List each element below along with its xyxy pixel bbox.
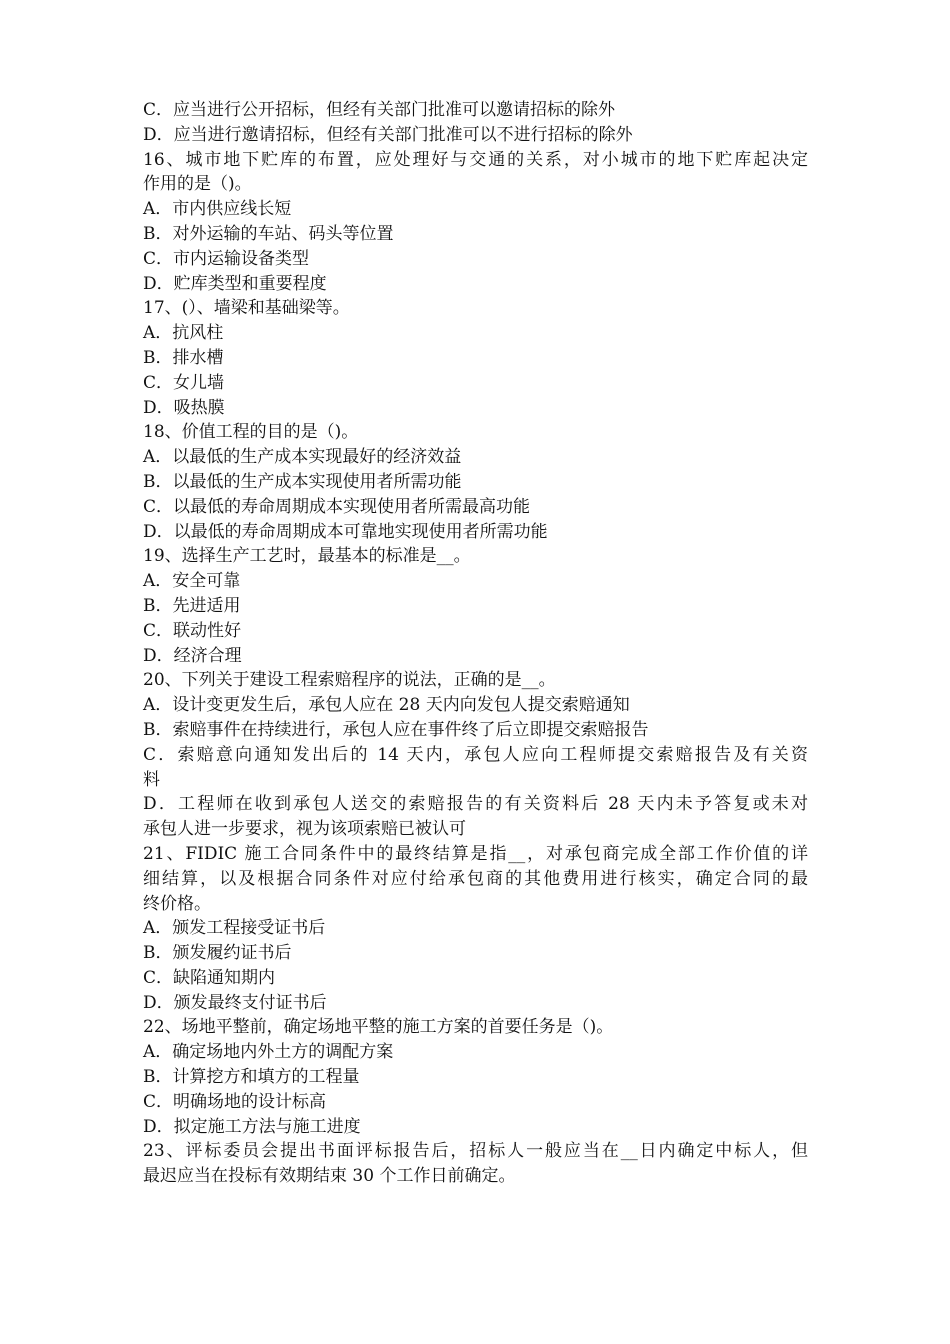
option-line: C．明确场地的设计标高 xyxy=(143,1091,327,1112)
question-21-line: 终价格。 xyxy=(143,893,211,914)
question-20-line: 20、下列关于建设工程索赔程序的说法，正确的是__。 xyxy=(143,670,556,691)
question-23-line: 最迟应当在投标有效期结束 30 个工作日前确定。 xyxy=(143,1166,516,1187)
option-line: D．拟定施工方法与施工进度 xyxy=(143,1116,361,1137)
option-line: D．贮库类型和重要程度 xyxy=(143,273,327,294)
question-16-line: 作用的是（)。 xyxy=(143,174,252,195)
option-line: C．市内运输设备类型 xyxy=(143,248,310,269)
option-line: B．以最低的生产成本实现使用者所需功能 xyxy=(143,471,462,492)
option-line: A．安全可靠 xyxy=(143,571,241,592)
question-21-line: 细结算，以及根据合同条件对应付给承包商的其他费用进行核实，确定合同的最 xyxy=(143,868,808,889)
option-line: A．市内供应线长短 xyxy=(143,199,292,220)
question-21-line: 21、FIDIC 施工合同条件中的最终结算是指__，对承包商完成全部工作价值的详 xyxy=(143,843,808,864)
option-line: B．计算挖方和填方的工程量 xyxy=(143,1067,360,1088)
option-line: C．女儿墙 xyxy=(143,372,225,393)
option-line: D．工程师在收到承包人送交的索赔报告的有关资料后 28 天内未予答复或未对 xyxy=(143,794,808,815)
option-line: A．抗风柱 xyxy=(143,323,224,344)
option-line: B．排水槽 xyxy=(143,347,224,368)
option-line: D．以最低的寿命周期成本可靠地实现使用者所需功能 xyxy=(143,521,548,542)
option-line: 承包人进一步要求，视为该项索赔已被认可 xyxy=(143,819,466,840)
option-line: A．颁发工程接受证书后 xyxy=(143,918,326,939)
question-22-line: 22、场地平整前，确定场地平整的施工方案的首要任务是（)。 xyxy=(143,1017,614,1038)
option-line: B．索赔事件在持续进行，承包人应在事件终了后立即提交索赔报告 xyxy=(143,719,649,740)
option-line: B．颁发履约证书后 xyxy=(143,943,292,964)
question-16-line: 16、城市地下贮库的布置，应处理好与交通的关系，对小城市的地下贮库起决定 xyxy=(143,149,808,170)
option-line: C．缺陷通知期内 xyxy=(143,967,276,988)
option-line: C．联动性好 xyxy=(143,620,242,641)
option-line: D．应当进行邀请招标，但经有关部门批准可以不进行招标的除外 xyxy=(143,124,633,145)
question-18-line: 18、价值工程的目的是（)。 xyxy=(143,422,359,443)
option-line: A．以最低的生产成本实现最好的经济效益 xyxy=(143,447,462,468)
option-line: 料 xyxy=(143,769,160,790)
question-19-line: 19、选择生产工艺时，最基本的标准是__。 xyxy=(143,546,471,567)
option-line: B．对外运输的车站、码头等位置 xyxy=(143,223,394,244)
document-body xyxy=(143,98,808,1189)
option-line: C．索赔意向通知发出后的 14 天内，承包人应向工程师提交索赔报告及有关资 xyxy=(143,744,808,765)
option-line: A．设计变更发生后，承包人应在 28 天内向发包人提交索赔通知 xyxy=(143,695,630,716)
option-line: D．颁发最终支付证书后 xyxy=(143,992,327,1013)
option-line: D．吸热膜 xyxy=(143,397,225,418)
option-line: C．应当进行公开招标，但经有关部门批准可以邀请招标的除外 xyxy=(143,100,616,120)
option-line: A．确定场地内外土方的调配方案 xyxy=(143,1042,394,1063)
option-line: B．先进适用 xyxy=(143,595,241,616)
question-17-line: 17、(）、墙梁和基础梁等。 xyxy=(143,298,350,319)
question-23-line: 23、评标委员会提出书面评标报告后，招标人一般应当在__日内确定中标人，但 xyxy=(143,1141,808,1162)
option-line: D．经济合理 xyxy=(143,645,242,666)
option-line: C．以最低的寿命周期成本实现使用者所需最高功能 xyxy=(143,496,531,517)
